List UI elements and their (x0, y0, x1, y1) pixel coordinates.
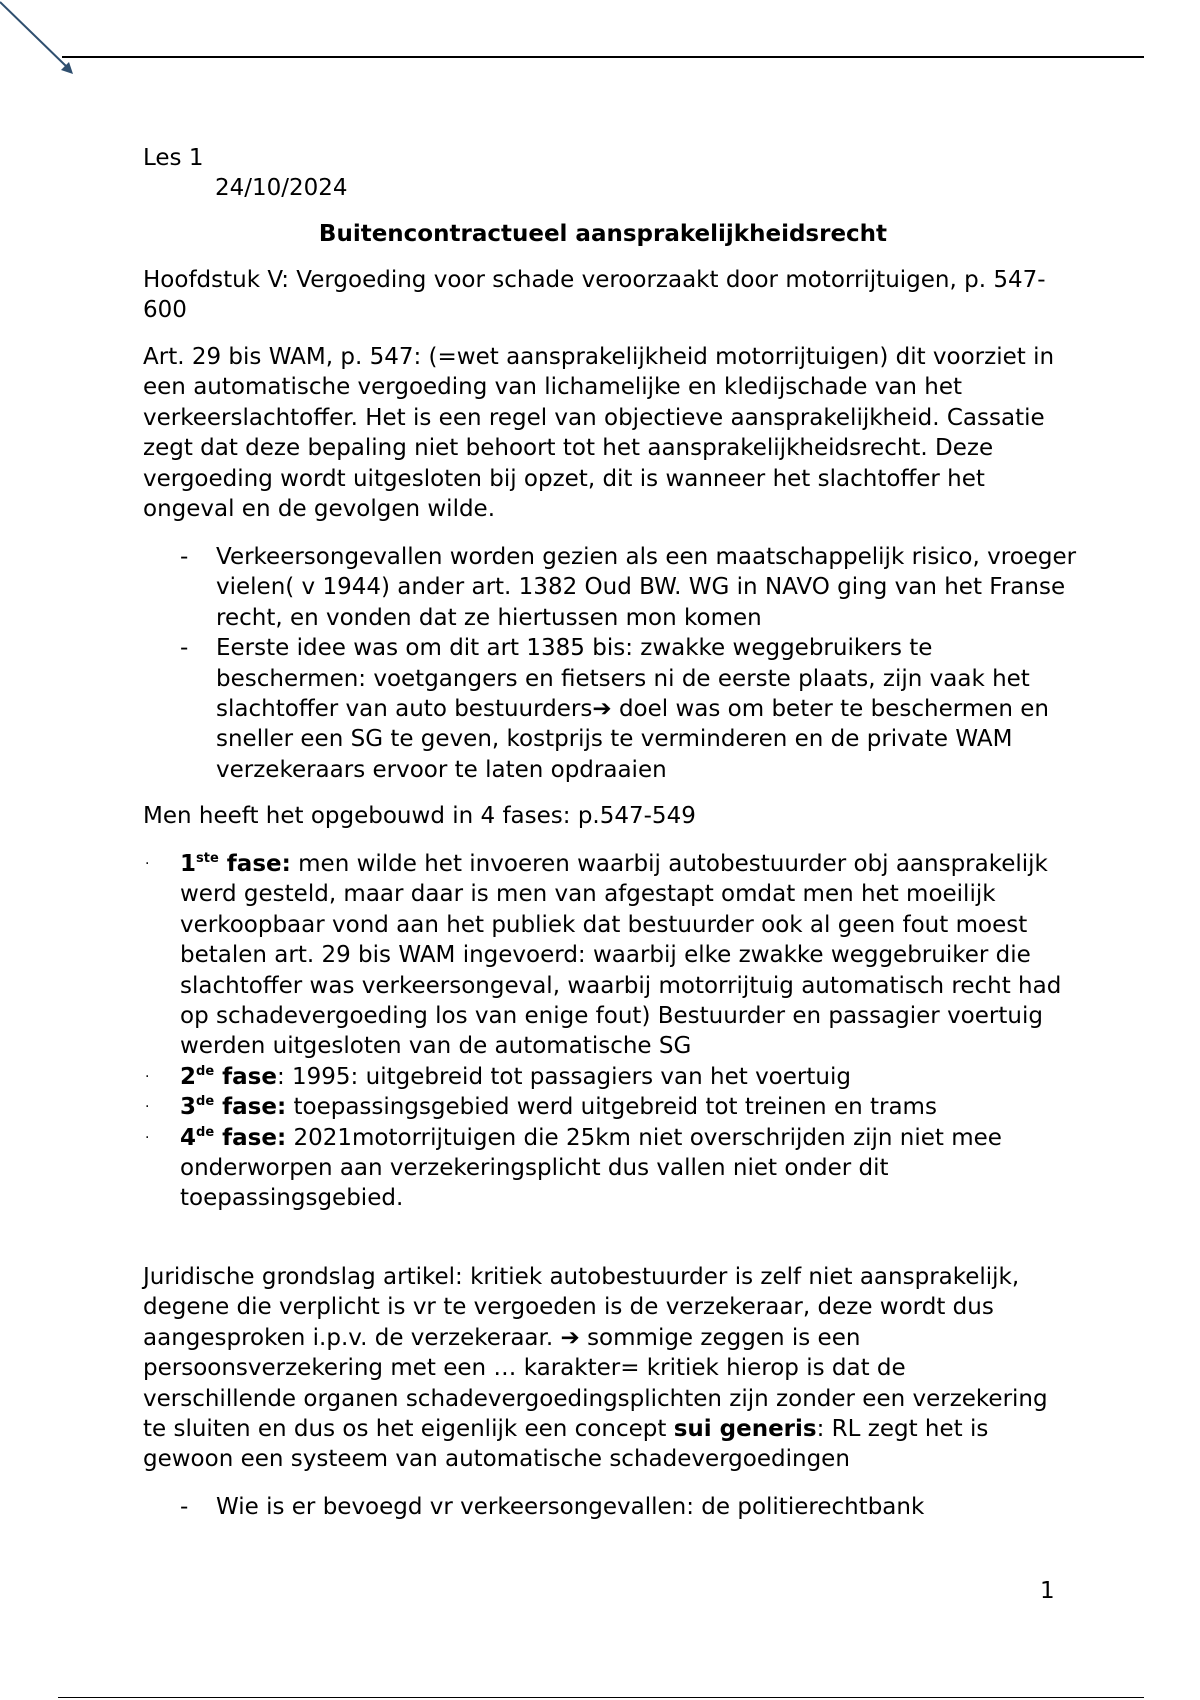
phase-label: fase (214, 1063, 277, 1090)
lesson-date: 24/10/2024 (215, 175, 348, 201)
phase-label: fase: (218, 851, 291, 877)
phase-ordinal: de (196, 1063, 215, 1079)
phase-item (143, 1062, 1083, 1092)
arrow-right-icon: ➔ (592, 696, 612, 723)
phase-ordinal: ste (196, 851, 219, 866)
phase-number: 2 (180, 1063, 197, 1090)
list-item-text: Eerste idee was om dit art 1385 bis: zwakke weggebruikers te beschermen: voetgangers en fietsers ni de eerste plaats, zijn vaak het slachtoffer van auto bestuurders (216, 635, 1030, 723)
sui-generis-term: sui generis (673, 1416, 817, 1443)
phase-number: 4 (180, 1124, 197, 1151)
phase-number: 1 (180, 851, 197, 877)
bullet-marker: · (145, 1068, 150, 1085)
phase-label: fase: (214, 1094, 287, 1121)
dash-marker: - (180, 544, 189, 570)
dash-marker: - (180, 1494, 189, 1520)
phase-ordinal: de (196, 1124, 215, 1140)
legal-basis-text-end: : RL zegt het is gewoon een systeem van automatische schadevergoedingen (143, 1416, 989, 1473)
lesson-label: Les 1 (143, 145, 204, 171)
legal-basis-paragraph (143, 1262, 1063, 1475)
list-item (143, 633, 1083, 785)
dash-list-2 (143, 1492, 1083, 1522)
phase-text: men wilde het invoeren waarbij autobestuurder obj aansprakelijk werd gesteld, maar daar is men van afgestapt omdat men het moeilijk verkoopbaar vond aan het publiek dat bestuurder ook al geen fout moest betalen art. 29 bis WAM ingevoerd: waarbij elke zwakke weggebruiker die slachtoffer was verkeersongeval, waarbij motorrijtuig automatisch recht had op schadevergoeding los van enige fout) Bestuurder en passagier voertuig werden uitgesloten van de automatische SG (180, 851, 1062, 1060)
arrow-right-icon: ➔ (560, 1324, 580, 1351)
list-item-text-cont: doel was om beter te beschermen en sneller een SG te geven, kostprijs te verminderen en de private WAM verzekeraars ervoor te laten opdraaien (216, 696, 1049, 783)
list-item (143, 542, 1083, 633)
legal-basis-text: Juridische grondslag artikel: kritiek autobestuurder is zelf niet aansprakelijk, degene die verplicht is vr te vergoeden is de verzekeraar, deze wordt dus aangesproken i.p.v. de verzekeraar. (143, 1264, 1020, 1351)
phase-label: fase: (214, 1124, 287, 1151)
phases-list (143, 849, 1083, 1214)
corner-arrow-icon (0, 0, 80, 80)
phase-item (143, 1092, 1083, 1122)
bullet-marker: · (145, 1129, 150, 1146)
phase-item (143, 1123, 1083, 1214)
phase-text: : 1995: uitgebreid tot passagiers van het voertuig (276, 1063, 851, 1090)
phase-number: 3 (180, 1094, 197, 1121)
dash-list-1 (143, 542, 1083, 785)
phase-item (143, 849, 1083, 1062)
phase-ordinal: de (196, 1094, 215, 1110)
page-number: 1 (1040, 1578, 1055, 1604)
dash-marker: - (180, 635, 189, 662)
chapter-reference: Hoofdstuk V: Vergoeding voor schade veroorzaakt door motorrijtuigen, p. 547-600 (143, 267, 1046, 324)
list-item-text: Wie is er bevoegd vr verkeersongevallen: de politierechtbank (216, 1494, 925, 1520)
list-item (143, 1492, 1083, 1522)
document-title: Buitencontractueel aansprakelijkheidsrecht (318, 221, 888, 247)
footer-rule (58, 1697, 1144, 1698)
phases-intro: Men heeft het opgebouwd in 4 fases: p.547-549 (143, 803, 696, 829)
list-item-text: Verkeersongevallen worden gezien als een maatschappelijk risico, vroeger vielen( v 1944) ander art. 1382 Oud BW. WG in NAVO ging van het Franse recht, en vonden dat ze hiertussen mon komen (216, 544, 1077, 631)
art-29-paragraph: Art. 29 bis WAM, p. 547: (=wet aansprakelijkheid motorrijtuigen) dit voorziet in een automatische vergoeding van lichamelijke en kledijschade van het verkeerslachtoffer. Het is een regel van objectieve aansprakelijkheid. Cassatie zegt dat deze bepaling niet behoort tot het aansprakelijkheidsrecht. Deze vergoeding wordt uitgesloten bij opzet, dit is wanneer het slachtoffer het ongeval en de gevolgen wilde. (143, 344, 1055, 523)
legal-basis-text-cont: sommige zeggen is een persoonsverzekering met een … karakter= kritiek hierop is dat de verschillende organen schadevergoedingsplichten zijn zonder een verzekering te sluiten en dus os het eigenlijk een concept (143, 1324, 1048, 1443)
bullet-marker: · (145, 856, 150, 872)
bullet-marker: · (145, 1099, 150, 1116)
header-rule (62, 56, 1144, 58)
phase-text: toepassingsgebied werd uitgebreid tot treinen en trams (286, 1094, 937, 1121)
phase-text: 2021motorrijtuigen die 25km niet overschrijden zijn niet mee onderworpen aan verzekeringsplicht dus vallen niet onder dit toepassingsgebied. (180, 1124, 1002, 1212)
